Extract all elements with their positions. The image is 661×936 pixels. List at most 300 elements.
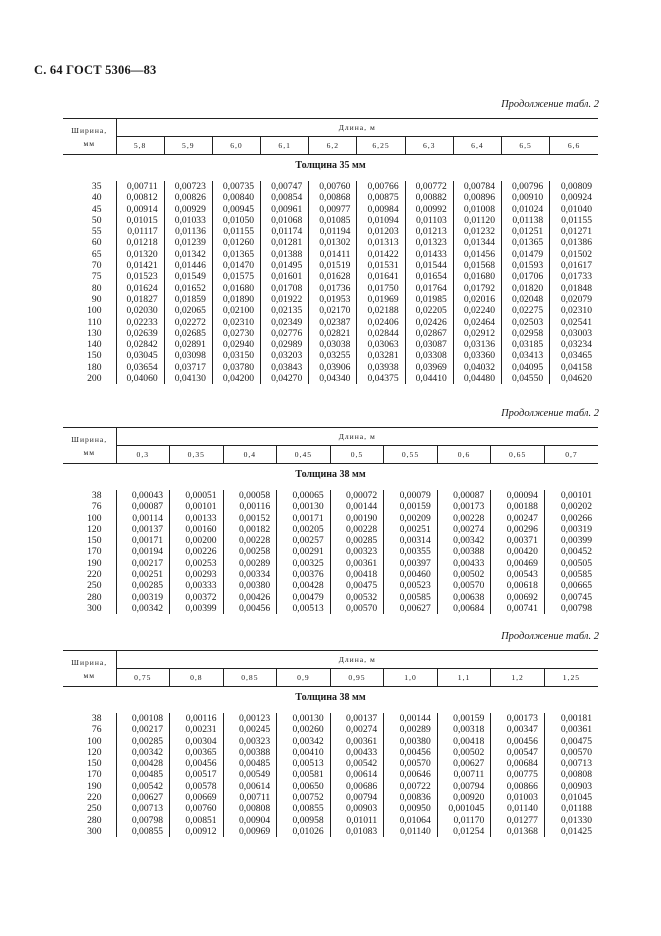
width-header-unit: мм bbox=[83, 447, 96, 457]
thickness-label: Толщина 35 мм bbox=[295, 160, 366, 172]
volume-cell: 0,01174 bbox=[261, 226, 309, 237]
width-cell: 40 bbox=[91, 192, 102, 204]
volume-cell: 0,00958 bbox=[277, 815, 331, 826]
volume-cell: 0,00247 bbox=[491, 513, 545, 524]
volume-cell: 0,00318 bbox=[437, 724, 491, 735]
volume-cell: 0,00205 bbox=[277, 524, 331, 535]
volume-cell: 0,02426 bbox=[405, 317, 453, 328]
volume-cell: 0,00945 bbox=[212, 204, 260, 215]
length-column-header: 0,7 bbox=[544, 446, 598, 464]
volume-cell: 0,02730 bbox=[212, 328, 260, 339]
width-cell: 65 bbox=[91, 248, 102, 260]
volume-cell: 0,00910 bbox=[502, 192, 550, 203]
volume-cell: 0,00650 bbox=[277, 781, 331, 792]
volume-cell: 0,01422 bbox=[357, 249, 405, 260]
volume-cell: 0,02233 bbox=[116, 317, 164, 328]
volume-cell: 0,04375 bbox=[357, 373, 405, 384]
volume-cell: 0,00711 bbox=[223, 792, 277, 803]
volume-cell: 0,02821 bbox=[309, 328, 357, 339]
table-row bbox=[63, 546, 598, 557]
volume-cell: 0,04158 bbox=[550, 362, 598, 373]
volume-cell: 0,00475 bbox=[330, 580, 384, 591]
volume-cell: 0,00144 bbox=[330, 501, 384, 512]
volume-cell: 0,00452 bbox=[544, 546, 598, 557]
volume-cell: 0,01411 bbox=[309, 249, 357, 260]
volume-cell: 0,00578 bbox=[170, 781, 224, 792]
volume-cell: 0,02079 bbox=[550, 294, 598, 305]
length-column-header: 6,25 bbox=[357, 137, 405, 155]
volume-cell: 0,01736 bbox=[309, 283, 357, 294]
volume-cell: 0,01323 bbox=[405, 237, 453, 248]
length-column-header: 0,35 bbox=[170, 446, 224, 464]
table-row bbox=[63, 815, 598, 826]
volume-cell: 0,00334 bbox=[223, 569, 277, 580]
volume-cell: 0,01652 bbox=[164, 283, 212, 294]
volume-cell: 0,00323 bbox=[223, 736, 277, 747]
volume-cell: 0,02842 bbox=[116, 339, 164, 350]
length-column-header: 1,1 bbox=[437, 669, 491, 687]
volume-cell: 0,00475 bbox=[544, 736, 598, 747]
volume-cell: 0,01531 bbox=[357, 260, 405, 271]
volume-cell: 0,00808 bbox=[223, 803, 277, 814]
volume-cell: 0,00365 bbox=[170, 747, 224, 758]
volume-cell: 0,00855 bbox=[277, 803, 331, 814]
volume-cell: 0,01320 bbox=[116, 249, 164, 260]
width-cell: 280 bbox=[87, 814, 102, 826]
volume-cell: 0,01281 bbox=[261, 237, 309, 248]
volume-cell: 0,00684 bbox=[437, 603, 491, 614]
volume-cell: 0,01922 bbox=[261, 294, 309, 305]
table-row bbox=[63, 747, 598, 758]
volume-cell: 0,01890 bbox=[212, 294, 260, 305]
volume-cell: 0,00585 bbox=[544, 569, 598, 580]
volume-cell: 0,01218 bbox=[116, 237, 164, 248]
volume-cell: 0,00812 bbox=[116, 192, 164, 203]
width-cell: 150 bbox=[87, 535, 102, 547]
volume-cell: 0,00253 bbox=[170, 558, 224, 569]
volume-cell: 0,00456 bbox=[223, 603, 277, 614]
table-row bbox=[63, 215, 598, 226]
volume-cell: 0,01024 bbox=[502, 204, 550, 215]
volume-cell: 0,01120 bbox=[453, 215, 501, 226]
volume-cell: 0,02100 bbox=[212, 305, 260, 316]
volume-table bbox=[63, 650, 598, 837]
volume-cell: 0,00745 bbox=[544, 592, 598, 603]
volume-cell: 0,00713 bbox=[544, 758, 598, 769]
volume-cell: 0,00866 bbox=[491, 781, 545, 792]
volume-cell: 0,01271 bbox=[550, 226, 598, 237]
table-row bbox=[63, 558, 598, 569]
volume-cell: 0,00137 bbox=[116, 524, 170, 535]
volume-cell: 0,01026 bbox=[277, 826, 331, 837]
volume-cell: 0,01015 bbox=[116, 215, 164, 226]
volume-cell: 0,00258 bbox=[223, 546, 277, 557]
volume-cell: 0,00289 bbox=[223, 558, 277, 569]
volume-cell: 0,00875 bbox=[357, 192, 405, 203]
length-column-header: 0,45 bbox=[277, 446, 331, 464]
volume-cell: 0,02940 bbox=[212, 339, 260, 350]
length-column-header: 6,6 bbox=[550, 137, 598, 155]
volume-cell: 0,02240 bbox=[453, 305, 501, 316]
volume-cell: 0,01792 bbox=[453, 283, 501, 294]
volume-cell: 0,01330 bbox=[544, 815, 598, 826]
volume-cell: 0,01365 bbox=[212, 249, 260, 260]
volume-cell: 0,00171 bbox=[116, 535, 170, 546]
volume-cell: 0,00992 bbox=[405, 204, 453, 215]
width-cell: 110 bbox=[87, 316, 102, 328]
volume-cell: 0,03003 bbox=[550, 328, 598, 339]
volume-cell: 0,00418 bbox=[330, 569, 384, 580]
volume-cell: 0,00542 bbox=[330, 758, 384, 769]
volume-cell: 0,00517 bbox=[170, 769, 224, 780]
volume-cell: 0,00513 bbox=[277, 758, 331, 769]
volume-cell: 0,01519 bbox=[309, 260, 357, 271]
volume-cell: 0,00342 bbox=[116, 747, 170, 758]
width-cell: 140 bbox=[87, 339, 102, 351]
volume-cell: 0,00903 bbox=[330, 803, 384, 814]
volume-cell: 0,00130 bbox=[277, 713, 331, 724]
length-column-header: 0,6 bbox=[437, 446, 491, 464]
volume-cell: 0,00347 bbox=[491, 724, 545, 735]
volume-cell: 0,00479 bbox=[277, 592, 331, 603]
volume-cell: 0,04095 bbox=[502, 362, 550, 373]
volume-cell: 0,00342 bbox=[116, 603, 170, 614]
volume-cell: 0,00984 bbox=[357, 204, 405, 215]
volume-cell: 0,00065 bbox=[277, 490, 331, 501]
volume-cell: 0,03465 bbox=[550, 350, 598, 361]
volume-cell: 0,00043 bbox=[116, 490, 170, 501]
volume-cell: 0,01706 bbox=[502, 271, 550, 282]
table-row bbox=[63, 305, 598, 316]
volume-cell: 0,00570 bbox=[437, 580, 491, 591]
volume-cell: 0,03203 bbox=[261, 350, 309, 361]
volume-cell: 0,00627 bbox=[384, 603, 438, 614]
volume-cell: 0,01313 bbox=[357, 237, 405, 248]
table-row bbox=[63, 792, 598, 803]
volume-cell: 0,02016 bbox=[453, 294, 501, 305]
volume-cell: 0,02065 bbox=[164, 305, 212, 316]
volume-cell: 0,01140 bbox=[384, 826, 438, 837]
volume-cell: 0,00669 bbox=[170, 792, 224, 803]
volume-cell: 0,01386 bbox=[550, 237, 598, 248]
volume-cell: 0,00502 bbox=[437, 569, 491, 580]
volume-cell: 0,03087 bbox=[405, 339, 453, 350]
volume-cell: 0,01479 bbox=[502, 249, 550, 260]
volume-cell: 0,00159 bbox=[437, 713, 491, 724]
length-column-header: 5,9 bbox=[164, 137, 212, 155]
volume-cell: 0,00794 bbox=[437, 781, 491, 792]
table-row bbox=[63, 192, 598, 203]
volume-cell: 0,03150 bbox=[212, 350, 260, 361]
volume-cell: 0,00456 bbox=[170, 758, 224, 769]
volume-cell: 0,00072 bbox=[330, 490, 384, 501]
volume-cell: 0,00289 bbox=[384, 724, 438, 735]
volume-cell: 0,03045 bbox=[116, 350, 164, 361]
volume-cell: 0,01011 bbox=[330, 815, 384, 826]
volume-cell: 0,00523 bbox=[384, 580, 438, 591]
volume-cell: 0,00532 bbox=[330, 592, 384, 603]
length-column-header: 6,2 bbox=[309, 137, 357, 155]
table-continuation-caption: Продолжение табл. 2 bbox=[501, 408, 599, 419]
volume-cell: 0,03255 bbox=[309, 350, 357, 361]
volume-cell: 0,01617 bbox=[550, 260, 598, 271]
volume-cell: 0,00752 bbox=[277, 792, 331, 803]
width-cell: 280 bbox=[87, 591, 102, 603]
volume-cell: 0,01470 bbox=[212, 260, 260, 271]
volume-cell: 0,01764 bbox=[405, 283, 453, 294]
volume-cell: 0,02135 bbox=[261, 305, 309, 316]
volume-cell: 0,00809 bbox=[550, 181, 598, 192]
volume-cell: 0,00433 bbox=[330, 747, 384, 758]
length-column-header: 5,8 bbox=[116, 137, 164, 155]
volume-cell: 0,00808 bbox=[544, 769, 598, 780]
volume-cell: 0,00969 bbox=[223, 826, 277, 837]
volume-cell: 0,00950 bbox=[384, 803, 438, 814]
volume-cell: 0,00570 bbox=[544, 747, 598, 758]
volume-cell: 0,02406 bbox=[357, 317, 405, 328]
width-cell: 76 bbox=[91, 724, 102, 736]
volume-cell: 0,01733 bbox=[550, 271, 598, 282]
volume-cell: 0,02639 bbox=[116, 328, 164, 339]
length-column-header: 0,9 bbox=[277, 669, 331, 687]
volume-cell: 0,00772 bbox=[405, 181, 453, 192]
volume-cell: 0,01708 bbox=[261, 283, 309, 294]
table-row bbox=[63, 736, 598, 747]
volume-cell: 0,00388 bbox=[437, 546, 491, 557]
length-column-header: 1,0 bbox=[384, 669, 438, 687]
thickness-label: Толщина 38 мм bbox=[295, 692, 366, 704]
volume-cell: 0,00854 bbox=[261, 192, 309, 203]
volume-cell: 0,01421 bbox=[116, 260, 164, 271]
volume-cell: 0,03281 bbox=[357, 350, 405, 361]
volume-cell: 0,01203 bbox=[357, 226, 405, 237]
volume-cell: 0,00087 bbox=[437, 490, 491, 501]
volume-cell: 0,01575 bbox=[212, 271, 260, 282]
volume-cell: 0,01170 bbox=[437, 815, 491, 826]
volume-cell: 0,03098 bbox=[164, 350, 212, 361]
volume-cell: 0,00116 bbox=[223, 501, 277, 512]
volume-cell: 0,00618 bbox=[491, 580, 545, 591]
volume-cell: 0,02891 bbox=[164, 339, 212, 350]
table-row bbox=[63, 226, 598, 237]
volume-cell: 0,03906 bbox=[309, 362, 357, 373]
volume-cell: 0,01239 bbox=[164, 237, 212, 248]
width-header-line1: Ширина, bbox=[71, 125, 108, 135]
volume-cell: 0,02349 bbox=[261, 317, 309, 328]
volume-cell: 0,01045 bbox=[544, 792, 598, 803]
volume-cell: 0,01593 bbox=[502, 260, 550, 271]
volume-cell: 0,00711 bbox=[437, 769, 491, 780]
table-row bbox=[63, 490, 598, 501]
volume-cell: 0,00137 bbox=[330, 713, 384, 724]
volume-cell: 0,00159 bbox=[384, 501, 438, 512]
volume-cell: 0,01680 bbox=[453, 271, 501, 282]
volume-cell: 0,01155 bbox=[550, 215, 598, 226]
volume-cell: 0,00260 bbox=[277, 724, 331, 735]
volume-cell: 0,00388 bbox=[223, 747, 277, 758]
volume-cell: 0,00376 bbox=[277, 569, 331, 580]
volume-cell: 0,00735 bbox=[212, 181, 260, 192]
volume-cell: 0,00485 bbox=[116, 769, 170, 780]
volume-cell: 0,00397 bbox=[384, 558, 438, 569]
volume-cell: 0,00977 bbox=[309, 204, 357, 215]
volume-cell: 0,00304 bbox=[170, 736, 224, 747]
volume-cell: 0,02310 bbox=[212, 317, 260, 328]
volume-table bbox=[63, 118, 598, 384]
volume-cell: 0,00798 bbox=[544, 603, 598, 614]
table-row bbox=[63, 373, 598, 384]
volume-cell: 0,00228 bbox=[437, 513, 491, 524]
volume-cell: 0,03063 bbox=[357, 339, 405, 350]
volume-cell: 0,00428 bbox=[116, 758, 170, 769]
volume-cell: 0,00929 bbox=[164, 204, 212, 215]
volume-cell: 0,02958 bbox=[502, 328, 550, 339]
width-cell: 220 bbox=[87, 792, 102, 804]
volume-cell: 0,01083 bbox=[330, 826, 384, 837]
volume-cell: 0,01260 bbox=[212, 237, 260, 248]
volume-cell: 0,01502 bbox=[550, 249, 598, 260]
volume-cell: 0,00274 bbox=[437, 524, 491, 535]
width-cell: 55 bbox=[91, 226, 102, 238]
volume-cell: 0,02030 bbox=[116, 305, 164, 316]
table-row bbox=[63, 271, 598, 282]
length-column-header: 0,8 bbox=[170, 669, 224, 687]
volume-cell: 0,00961 bbox=[261, 204, 309, 215]
volume-cell: 0,03843 bbox=[261, 362, 309, 373]
length-column-header: 0,65 bbox=[491, 446, 545, 464]
volume-cell: 0,01140 bbox=[491, 803, 545, 814]
table-row bbox=[63, 317, 598, 328]
volume-cell: 0,00426 bbox=[223, 592, 277, 603]
width-cell: 100 bbox=[87, 305, 102, 317]
width-column-header bbox=[63, 651, 116, 687]
volume-cell: 0,00855 bbox=[116, 826, 170, 837]
volume-cell: 0,00173 bbox=[437, 501, 491, 512]
volume-cell: 0,00188 bbox=[491, 501, 545, 512]
volume-cell: 0,00108 bbox=[116, 713, 170, 724]
volume-cell: 0,01848 bbox=[550, 283, 598, 294]
volume-cell: 0,00469 bbox=[491, 558, 545, 569]
width-cell: 120 bbox=[87, 746, 102, 758]
width-cell: 76 bbox=[91, 501, 102, 513]
volume-cell: 0,01094 bbox=[357, 215, 405, 226]
volume-cell: 0,00251 bbox=[384, 524, 438, 535]
volume-cell: 0,00543 bbox=[491, 569, 545, 580]
volume-cell: 0,02989 bbox=[261, 339, 309, 350]
table-row bbox=[63, 283, 598, 294]
volume-cell: 0,02310 bbox=[550, 305, 598, 316]
length-column-header: 1,25 bbox=[544, 669, 598, 687]
volume-cell: 0,00130 bbox=[277, 501, 331, 512]
volume-cell: 0,00123 bbox=[223, 713, 277, 724]
volume-cell: 0,00784 bbox=[453, 181, 501, 192]
volume-cell: 0,00399 bbox=[544, 535, 598, 546]
volume-cell: 0,01601 bbox=[261, 271, 309, 282]
volume-cell: 0,03234 bbox=[550, 339, 598, 350]
volume-cell: 0,02867 bbox=[405, 328, 453, 339]
width-cell: 120 bbox=[87, 523, 102, 535]
volume-cell: 0,00542 bbox=[116, 781, 170, 792]
volume-cell: 0,00775 bbox=[491, 769, 545, 780]
width-cell: 38 bbox=[91, 713, 102, 724]
volume-cell: 0,00372 bbox=[170, 592, 224, 603]
volume-cell: 0,00266 bbox=[544, 513, 598, 524]
volume-cell: 0,01136 bbox=[164, 226, 212, 237]
table-row bbox=[63, 569, 598, 580]
volume-cell: 0,00114 bbox=[116, 513, 170, 524]
volume-cell: 0,03038 bbox=[309, 339, 357, 350]
volume-cell: 0,03413 bbox=[502, 350, 550, 361]
volume-cell: 0,00293 bbox=[170, 569, 224, 580]
volume-cell: 0,00251 bbox=[116, 569, 170, 580]
volume-cell: 0,01985 bbox=[405, 294, 453, 305]
volume-cell: 0,00194 bbox=[116, 546, 170, 557]
volume-cell: 0,00549 bbox=[223, 769, 277, 780]
volume-cell: 0,00319 bbox=[544, 524, 598, 535]
volume-cell: 0,00638 bbox=[437, 592, 491, 603]
length-group-header: Длина, м bbox=[116, 651, 598, 669]
volume-cell: 0,01624 bbox=[116, 283, 164, 294]
volume-cell: 0,00798 bbox=[116, 815, 170, 826]
volume-cell: 0,01103 bbox=[405, 215, 453, 226]
volume-cell: 0,01003 bbox=[491, 792, 545, 803]
volume-cell: 0,02541 bbox=[550, 317, 598, 328]
table-row bbox=[63, 603, 598, 614]
width-cell: 80 bbox=[91, 282, 102, 294]
volume-cell: 0,00361 bbox=[330, 558, 384, 569]
width-column-header bbox=[63, 428, 116, 464]
volume-cell: 0,01033 bbox=[164, 215, 212, 226]
volume-cell: 0,01433 bbox=[405, 249, 453, 260]
volume-cell: 0,00502 bbox=[437, 747, 491, 758]
thickness-label: Толщина 38 мм bbox=[295, 469, 366, 481]
volume-cell: 0,03360 bbox=[453, 350, 501, 361]
volume-cell: 0,01568 bbox=[453, 260, 501, 271]
volume-cell: 0,00231 bbox=[170, 724, 224, 735]
volume-cell: 0,00711 bbox=[116, 181, 164, 192]
volume-cell: 0,00851 bbox=[170, 815, 224, 826]
volume-cell: 0,00686 bbox=[330, 781, 384, 792]
width-cell: 300 bbox=[87, 602, 102, 614]
volume-cell: 0,00868 bbox=[309, 192, 357, 203]
table-row bbox=[63, 524, 598, 535]
volume-cell: 0,00209 bbox=[384, 513, 438, 524]
volume-cell: 0,00152 bbox=[223, 513, 277, 524]
volume-cell: 0,04270 bbox=[261, 373, 309, 384]
volume-cell: 0,00181 bbox=[544, 713, 598, 724]
width-cell: 300 bbox=[87, 825, 102, 837]
volume-cell: 0,00285 bbox=[116, 736, 170, 747]
volume-cell: 0,00614 bbox=[223, 781, 277, 792]
volume-cell: 0,01456 bbox=[453, 249, 501, 260]
volume-cell: 0,01750 bbox=[357, 283, 405, 294]
width-cell: 100 bbox=[87, 512, 102, 524]
volume-cell: 0,01040 bbox=[550, 204, 598, 215]
volume-cell: 0,00456 bbox=[384, 747, 438, 758]
volume-cell: 0,01446 bbox=[164, 260, 212, 271]
volume-cell: 0,00144 bbox=[384, 713, 438, 724]
width-header-line1: Ширина, bbox=[71, 434, 108, 444]
volume-cell: 0,00217 bbox=[116, 724, 170, 735]
volume-cell: 0,01342 bbox=[164, 249, 212, 260]
width-cell: 200 bbox=[87, 373, 102, 385]
volume-cell: 0,01050 bbox=[212, 215, 260, 226]
volume-cell: 0,04550 bbox=[502, 373, 550, 384]
table-row bbox=[63, 713, 598, 724]
table-row bbox=[63, 826, 598, 837]
volume-cell: 0,02464 bbox=[453, 317, 501, 328]
volume-cell: 0,00226 bbox=[170, 546, 224, 557]
